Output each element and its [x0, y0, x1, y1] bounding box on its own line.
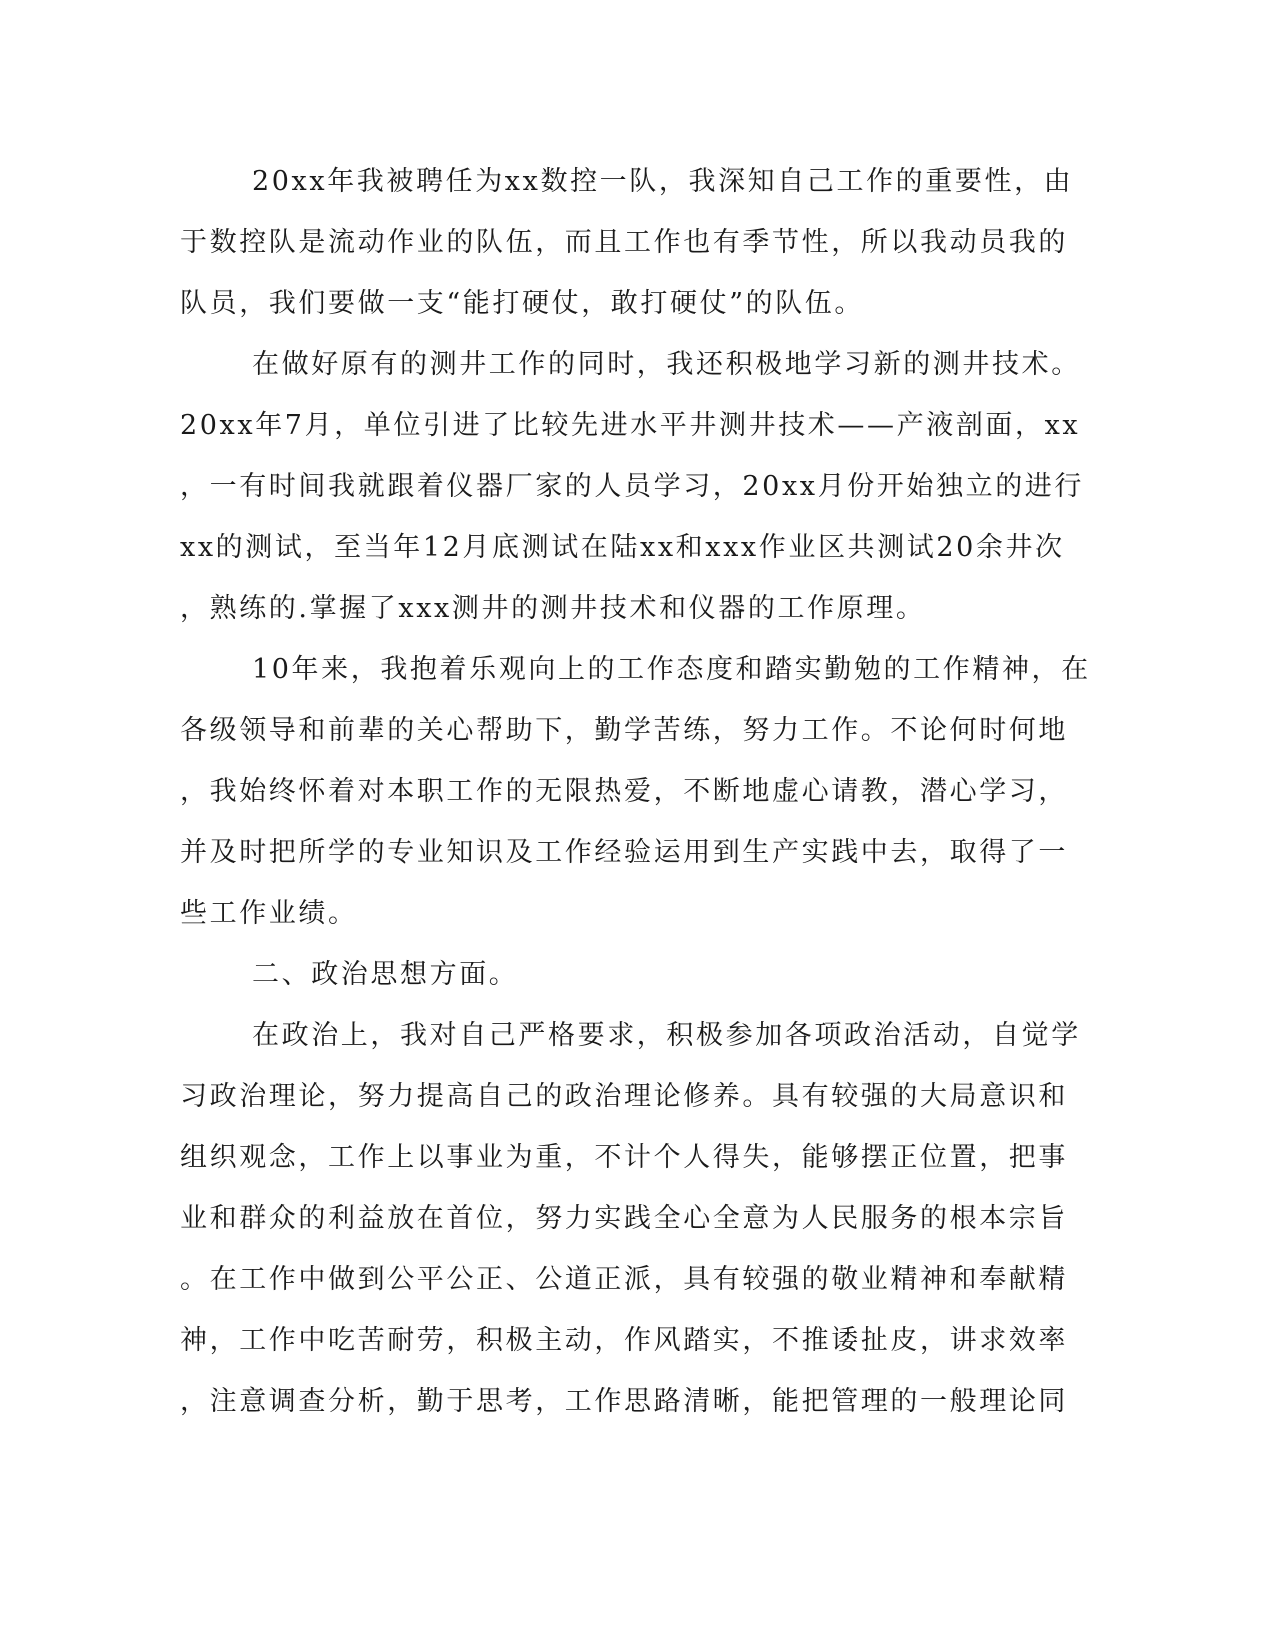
paragraph-line: 组织观念，工作上以事业为重，不计个人得失，能够摆正位置，把事	[180, 1142, 1068, 1173]
paragraph-line: 队员，我们要做一支“能打硬仗，敢打硬仗”的队伍。	[180, 288, 865, 319]
paragraph-line: 10年来，我抱着乐观向上的工作态度和踏实勤勉的工作精神，在	[252, 654, 1091, 685]
paragraph-line: ，我始终怀着对本职工作的无限热爱，不断地虚心请教，潜心学习，	[180, 776, 1068, 807]
paragraph-line: 。在工作中做到公平公正、公道正派，具有较强的敬业精神和奉献精	[180, 1264, 1068, 1295]
paragraph-line: 20xx年我被聘任为xx数控一队，我深知自己工作的重要性，由	[252, 166, 1074, 197]
paragraph-line: ，熟练的.掌握了xxx测井的测井技术和仪器的工作原理。	[180, 593, 926, 624]
paragraph-line: 于数控队是流动作业的队伍，而且工作也有季节性，所以我动员我的	[180, 227, 1068, 258]
paragraph-line: 各级领导和前辈的关心帮助下，勤学苦练，努力工作。不论何时何地	[180, 715, 1068, 746]
paragraph-line: 并及时把所学的专业知识及工作经验运用到生产实践中去，取得了一	[180, 837, 1068, 868]
paragraph-line: ，注意调查分析，勤于思考，工作思路清晰，能把管理的一般理论同	[180, 1386, 1068, 1417]
paragraph-line: 在政治上，我对自己严格要求，积极参加各项政治活动，自觉学	[252, 1020, 1081, 1051]
paragraph-line: ，一有时间我就跟着仪器厂家的人员学习，20xx月份开始独立的进行	[180, 471, 1085, 502]
paragraph-line: 在做好原有的测井工作的同时，我还积极地学习新的测井技术。	[252, 349, 1081, 380]
paragraph-line: 习政治理论，努力提高自己的政治理论修养。具有较强的大局意识和	[180, 1081, 1068, 1112]
document-body	[180, 158, 1091, 1439]
paragraph-line: xx的测试，至当年12月底测试在陆xx和xxx作业区共测试20余井次	[180, 532, 1065, 563]
paragraph-line: 20xx年7月，单位引进了比较先进水平井测井技术——产液剖面，xx	[180, 410, 1081, 441]
paragraph-line: 神，工作中吃苦耐劳，积极主动，作风踏实，不推诿扯皮，讲求效率	[180, 1325, 1068, 1356]
paragraph-line: 业和群众的利益放在首位，努力实践全心全意为人民服务的根本宗旨	[180, 1203, 1068, 1234]
section-heading: 二、政治思想方面。	[252, 959, 519, 990]
paragraph-line: 些工作业绩。	[180, 898, 358, 929]
